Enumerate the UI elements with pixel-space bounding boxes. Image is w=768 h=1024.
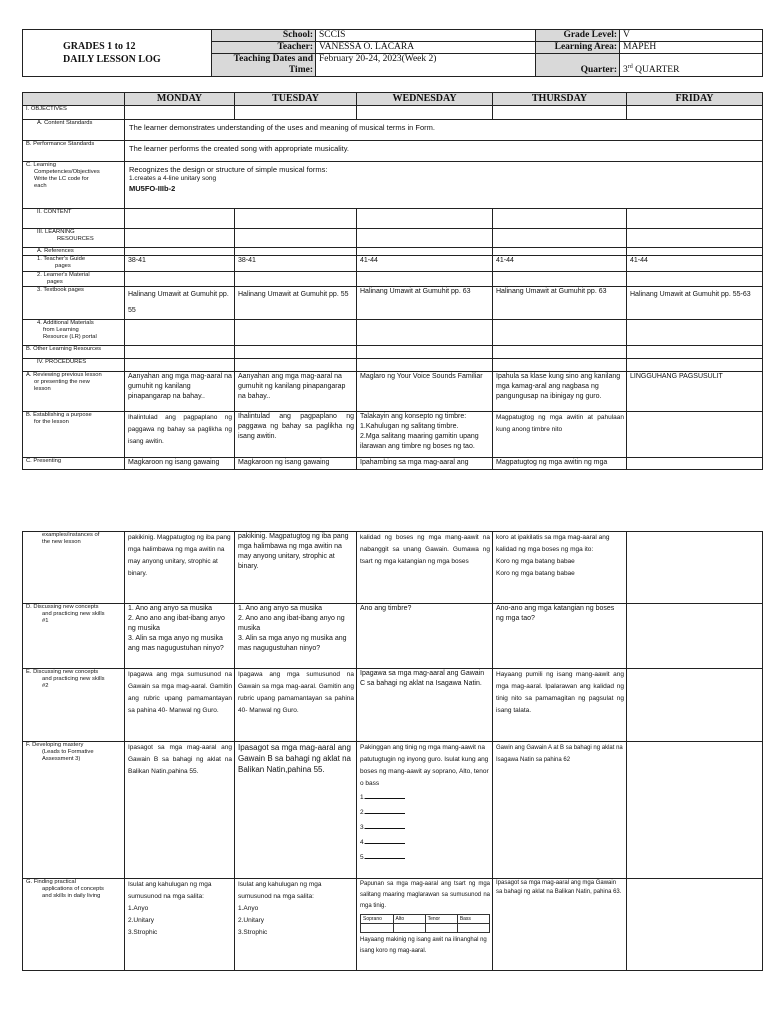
lc-line1: C. Learning: [26, 162, 56, 168]
lr-line1: III. LEARNING: [37, 229, 75, 235]
cell: [357, 320, 493, 346]
school-label: School:: [212, 30, 316, 42]
section-references: A. References: [23, 248, 125, 256]
tg-pages-thursday: 41-44: [493, 256, 627, 272]
practical-tue-instructions: Isulat ang kahulugan ng mga sumusunod na mga salita:: [238, 881, 322, 900]
textbook-friday: Halinang Umawit at Gumuhit pp. 55-63: [627, 287, 763, 320]
textbook-wednesday: Halinang Umawit at Gumuhit pp. 63: [357, 287, 493, 320]
lc-line3: Write the LC code for: [34, 176, 89, 182]
lr-line2: RESOURCES: [57, 236, 94, 242]
textbook-thursday: Halinang Umawit at Gumuhit pp. 63: [493, 287, 627, 320]
presenting-friday: [627, 458, 763, 470]
section-reviewing-lesson: [23, 372, 125, 412]
f-line3: Assessment 3): [42, 756, 81, 762]
cell: [125, 346, 235, 359]
cell: [235, 248, 357, 256]
discuss1-tuesday: [235, 604, 357, 669]
cell: [493, 320, 627, 346]
e-line1: E. Discussing new concepts: [26, 669, 99, 675]
purpose-tuesday: Ihalintulad ang pagpaplano ng paggawa ng bahay sa paglikha ng isang awitin.: [235, 412, 357, 458]
discuss2-wednesday: Ipagawa sa mga mag-aaral ang Gawain C sa bahagi ng aklat na Isagawa Natin.: [357, 669, 493, 742]
examples-thursday: [493, 532, 627, 604]
purpose-wednesday: [357, 412, 493, 458]
cell: [493, 229, 627, 248]
purpose-wed-line3: 2.Mga salitang maaring gamitin upang ilarawan ang timbre ng boses ng tao.: [360, 433, 479, 450]
tg-pages-friday: 41-44: [627, 256, 763, 272]
examples-line1: examples/instances of: [42, 532, 100, 538]
practical-mon-item: 2.Unitary: [128, 917, 155, 924]
cell: [125, 209, 235, 229]
discuss2-tuesday: Ipagawa ang mga sumusunod na Gawain sa mga mag-aaral. Gamitin ang rubric upang pamamantayan sa pahina 40- Manwal ng Guro.: [235, 669, 357, 742]
performance-standard-text: The learner performs the created song with appropriate musicality.: [125, 141, 763, 162]
corner-cell: [23, 93, 125, 106]
cell: [627, 320, 763, 346]
practical-mon-instructions: Isulat ang kahulugan ng mga sumusunod na mga salita:: [128, 881, 212, 900]
section-procedures: IV. PROCEDURES: [23, 359, 125, 372]
cell: [235, 272, 357, 287]
voice-cell: [361, 924, 394, 933]
day-header-monday: MONDAY: [125, 93, 235, 106]
mastery-thursday: Gawin ang Gawain A at B sa bahagi ng aklat na Isagawa Natin sa pahina 62: [493, 742, 627, 879]
practical-wed-instructions: Papunan sa mga mag-aaral ang tsart ng mga salitang maaring maglarawan sa sumusunod na mga tinig.: [360, 881, 490, 909]
quarter-suffix: rd: [627, 63, 633, 70]
learning-area-value: MAPEH: [620, 42, 763, 54]
cell: [235, 320, 357, 346]
textbook-monday: Halinang Umawit at Gumuhit pp. 55: [125, 287, 235, 320]
section-textbook-pages: 3. Textbook pages: [23, 287, 125, 320]
cell: [493, 359, 627, 372]
cell: [235, 359, 357, 372]
f-line1: F. Developing mastery: [26, 742, 84, 748]
practical-mon-item: 3.Strophic: [128, 929, 158, 936]
examples-thu-line1: koro at ipakilatis sa mga mag-aaral ang kalidad ng mga boses ng mga ito:: [496, 534, 610, 553]
section-content-standards: A. Content Standards: [23, 120, 125, 141]
cell: [493, 248, 627, 256]
e-line2: and practicing new skills: [42, 676, 105, 682]
cell: [357, 106, 493, 120]
answer-number: 3.: [360, 824, 366, 831]
discuss1-wednesday: Ano ang timbre?: [357, 604, 493, 669]
answer-blank-item: [360, 835, 490, 850]
g-line1: G. Finding practical: [26, 879, 76, 885]
cell: [627, 209, 763, 229]
rev-line2: or presenting the new: [34, 379, 90, 385]
rev-line3: lesson: [34, 386, 51, 392]
section-other-resources: B. Other Learning Resources: [23, 346, 125, 359]
presenting-thursday: Magpatugtog ng mga awitin ng mga: [493, 458, 627, 470]
competency-code: MU5FO-IIIb-2: [129, 184, 176, 193]
tg-line1: 1. Teacher's Guide: [37, 256, 86, 262]
cell: [627, 248, 763, 256]
voice-cell: [393, 924, 425, 933]
cell: [125, 272, 235, 287]
section-presenting-examples: [23, 532, 125, 604]
voice-alto: Alto: [393, 915, 425, 924]
practical-tue-item: 3.Strophic: [238, 929, 268, 936]
competency-line1: Recognizes the design or structure of simple musical forms:: [129, 165, 328, 174]
tg-pages-wednesday: 41-44: [357, 256, 493, 272]
discuss1-tue-q2: 2. Ano ano ang ibat-ibang anyo ng musika: [238, 615, 345, 632]
discuss1-thursday: Ano-ano ang mga katangian ng boses ng mga tao?: [493, 604, 627, 669]
section-learning-resources: [23, 229, 125, 248]
purpose-monday: Ihalintulad ang pagpaplano ng paggawa ng bahay sa paglikha ng isang awitin.: [125, 412, 235, 458]
mastery-monday: Ipasagot sa mga mag-aaral ang Gawain B sa bahagi ng aklat na Balikan Natin,pahina 55.: [125, 742, 235, 879]
voice-soprano: Soprano: [361, 915, 394, 924]
day-header-wednesday: WEDNESDAY: [357, 93, 493, 106]
d-line3: #1: [42, 618, 49, 624]
section-additional-materials: [23, 320, 125, 346]
g-line3: and skills in daily living: [42, 893, 101, 899]
purpose-friday: [627, 412, 763, 458]
purpose-thursday: Magpatugtog ng mga awitin at pahulaan kung anong timbre nito: [493, 412, 627, 458]
discuss1-tue-q3: 3. Alin sa mga anyo ng musika ang mas nagugustuhan ninyo?: [238, 635, 347, 652]
answer-blank-item: [360, 790, 490, 805]
purpose-wed-line1: Talakayin ang konsepto ng timbre:: [360, 413, 467, 420]
purpose-line1: B. Establishing a purpose: [26, 412, 92, 418]
mastery-friday: [627, 742, 763, 879]
quarter-value: [620, 54, 763, 77]
title-grades: GRADES 1 to 12: [63, 41, 136, 52]
section-learning-competencies: [23, 162, 125, 209]
lc-line4: each: [34, 183, 47, 189]
cell: [125, 229, 235, 248]
quarter-word: QUARTER: [632, 65, 680, 75]
tg-pages-monday: 38-41: [125, 256, 235, 272]
school-value: SCCIS: [316, 30, 536, 42]
title-daily-lesson-log: DAILY LESSON LOG: [63, 54, 161, 65]
competency-text: [125, 162, 763, 209]
review-monday: Aanyahan ang mga mag-aaral na gumuhit ng kanilang pinapangarap na bahay..: [125, 372, 235, 412]
tg-pages-tuesday: 38-41: [235, 256, 357, 272]
teaching-dates-label-line2: Time:: [288, 65, 313, 75]
cell: [235, 346, 357, 359]
am-line2: from Learning: [43, 327, 79, 333]
discuss1-friday: [627, 604, 763, 669]
section-performance-standards: B. Performance Standards: [23, 141, 125, 162]
practical-wed-note: Hayaang makinig ng isang awit na ilinanghal ng isang koro ng mag-aaral.: [360, 937, 487, 954]
cell: [357, 359, 493, 372]
lesson-log-header: [22, 29, 763, 77]
discuss1-mon-q2: 2. Ano ano ang ibat-ibang anyo ng musika: [128, 615, 225, 632]
d-line1: D. Discussing new concepts: [26, 604, 99, 610]
practical-thursday: Ipasagot sa mga mag-aaral ang mga Gawain sa bahagi ng aklat na Balikan Natin, pahina 63.: [493, 879, 627, 971]
practical-monday: [125, 879, 235, 971]
review-friday: LINGGUHANG PAGSUSULIT: [627, 372, 763, 412]
am-line1: 4. Additional Materials: [37, 320, 94, 326]
answer-line: [365, 792, 405, 799]
discuss1-monday: [125, 604, 235, 669]
teaching-dates-label: [212, 54, 316, 77]
cell: [627, 346, 763, 359]
am-line3: Resource (LR) portal: [43, 334, 97, 340]
voice-cell: [457, 924, 489, 933]
review-thursday: Ipahula sa klase kung sino ang kanilang mga kamag-aral ang nagbasa ng pangungusap na ibinigay ng guro.: [493, 372, 627, 412]
cell: [235, 229, 357, 248]
cell: [235, 209, 357, 229]
mastery-wed-instructions: Pakinggan ang tinig ng mga mang-aawit na patutugtugin ng inyong guro. Isulat kung ang boses ng mang-aawit ay soprano, Alto, tenor o bass: [360, 744, 489, 787]
voice-tenor: Tenor: [425, 915, 457, 924]
grade-level-value: V: [620, 30, 763, 42]
cell: [357, 272, 493, 287]
answer-blank-item: [360, 850, 490, 865]
purpose-wed-line2: 1.Kahulugan ng salitang timbre.: [360, 423, 459, 430]
practical-tuesday: [235, 879, 357, 971]
section-finding-applications: [23, 879, 125, 971]
lm-line1: 2. Learner's Material: [37, 272, 90, 278]
cell: [627, 106, 763, 120]
cell: [493, 209, 627, 229]
mastery-wednesday: [357, 742, 493, 879]
cell: [627, 272, 763, 287]
section-content: II. CONTENT: [23, 209, 125, 229]
lesson-log-table-part2: [22, 531, 763, 971]
review-wednesday: Maglaro ng Your Voice Sounds Familiar: [357, 372, 493, 412]
e-line3: #2: [42, 683, 49, 689]
mastery-tuesday: Ipasagot sa mga mag-aaral ang Gawain B sa bahagi ng aklat na Balikan Natin,pahina 55.: [235, 742, 357, 879]
quarter-number: 3: [623, 65, 628, 75]
answer-line: [365, 837, 405, 844]
examples-line2: the new lesson: [42, 539, 81, 545]
cell: [357, 248, 493, 256]
examples-friday: [627, 532, 763, 604]
review-tuesday: Aanyahan ang mga mag-aaral na gumuhit ng kanilang pinapangarap na bahay..: [235, 372, 357, 412]
discuss1-mon-q3: 3. Alin sa mga anyo ng musika ang mas nagugustuhan ninyo?: [128, 635, 224, 652]
practical-mon-item: 1.Anyo: [128, 905, 149, 912]
examples-thu-line2: Koro ng mga batang babae: [496, 558, 575, 565]
answer-blank-item: [360, 820, 490, 835]
cell: [125, 248, 235, 256]
answer-blank-item: [360, 805, 490, 820]
practical-tue-item: 1.Anyo: [238, 905, 259, 912]
cell: [357, 346, 493, 359]
d-line2: and practicing new skills: [42, 611, 105, 617]
answer-line: [365, 852, 405, 859]
answer-number: 2.: [360, 809, 366, 816]
teacher-value: VANESSA O. LACARA: [316, 42, 536, 54]
answer-number: 1.: [360, 794, 366, 801]
answer-line: [365, 822, 405, 829]
g-line2: applications of concepts: [42, 886, 104, 892]
cell: [627, 229, 763, 248]
cell: [627, 359, 763, 372]
section-establishing-purpose: [23, 412, 125, 458]
examples-monday: pakikinig. Magpatugtog ng iba pang mga halimbawa ng mga awitin na may anyong unitary, strophic at binary.: [125, 532, 235, 604]
presenting-wednesday: Ipahambing sa mga mag-aaral ang: [357, 458, 493, 470]
day-header-friday: FRIDAY: [627, 93, 763, 106]
section-developing-mastery: [23, 742, 125, 879]
cell: [125, 359, 235, 372]
cell: [493, 272, 627, 287]
cell: [493, 346, 627, 359]
learning-area-label: Learning Area:: [536, 42, 620, 54]
section-learners-material: [23, 272, 125, 287]
cell: [125, 106, 235, 120]
answer-number: 5.: [360, 854, 366, 861]
grade-level-label: Grade Level:: [536, 30, 620, 42]
discuss2-thursday: Hayaang pumili ng isang mang-aawit ang mga mag-aaral. Ipalarawan ang kalidad ng tinig nito sa pamamagitan ng pagsulat ng isang talata.: [493, 669, 627, 742]
lm-line2: pages: [47, 279, 63, 285]
section-teachers-guide: [23, 256, 125, 272]
content-standard-text: The learner demonstrates understanding of the uses and meaning of musical terms in Form.: [125, 120, 763, 141]
cell: [357, 229, 493, 248]
voice-chart: [360, 914, 490, 933]
lesson-log-table-part1: [22, 92, 763, 470]
answer-number: 4.: [360, 839, 366, 846]
practical-friday: [627, 879, 763, 971]
competency-line2: 1.creates a 4-line unitary song: [129, 175, 217, 182]
cell: [493, 106, 627, 120]
answer-line: [365, 807, 405, 814]
section-discussing-1: [23, 604, 125, 669]
textbook-tuesday: Halinang Umawit at Gumuhit pp. 55: [235, 287, 357, 320]
day-header-tuesday: TUESDAY: [235, 93, 357, 106]
teacher-label: Teacher:: [212, 42, 316, 54]
presenting-tuesday: Magkaroon ng isang gawaing: [235, 458, 357, 470]
discuss2-monday: Ipagawa ang mga sumusunod na Gawain sa mga mag-aaral. Gamitin ang rubric upang pamamantayan sa pahina 40- Manwal ng Guro.: [125, 669, 235, 742]
voice-cell: [425, 924, 457, 933]
practical-wednesday: [357, 879, 493, 971]
tg-line2: pages: [55, 263, 71, 269]
rev-line1: A. Reviewing previous lesson: [26, 372, 102, 378]
examples-tuesday: pakikinig. Magpatugtog ng iba pang mga halimbawa ng mga awitin na may anyong unitary, strophic at binary.: [235, 532, 357, 604]
cell: [357, 209, 493, 229]
practical-tue-item: 2.Unitary: [238, 917, 265, 924]
voice-bass: Bass: [457, 915, 489, 924]
section-objectives: I. OBJECTIVES: [23, 106, 125, 120]
log-title: [23, 30, 212, 77]
cell: [125, 320, 235, 346]
day-header-thursday: THURSDAY: [493, 93, 627, 106]
discuss1-mon-q1: 1. Ano ang anyo sa musika: [128, 605, 213, 612]
cell: [235, 106, 357, 120]
f-line2: (Leads to Formative: [42, 749, 94, 755]
section-discussing-2: [23, 669, 125, 742]
discuss2-friday: [627, 669, 763, 742]
lc-line2: Competencies/Objectives: [34, 169, 100, 175]
discuss1-tue-q1: 1. Ano ang anyo sa musika: [238, 605, 323, 612]
quarter-label: Quarter:: [536, 54, 620, 77]
mastery-answer-list: [360, 790, 490, 865]
section-presenting: C. Presenting: [23, 458, 125, 470]
purpose-line2: for the lesson: [34, 419, 69, 425]
examples-wednesday: kalidad ng boses ng mga mang-aawit na nabanggit sa unang Gawain. Gumawa ng tsart ng mga katangian ng mga boses: [357, 532, 493, 604]
examples-thu-line3: Koro ng mga batang babae: [496, 570, 575, 577]
presenting-monday: Magkaroon ng isang gawaing: [125, 458, 235, 470]
teaching-dates-value: February 20-24, 2023(Week 2): [316, 54, 536, 77]
teaching-dates-label-line1: Teaching Dates and: [233, 54, 313, 64]
